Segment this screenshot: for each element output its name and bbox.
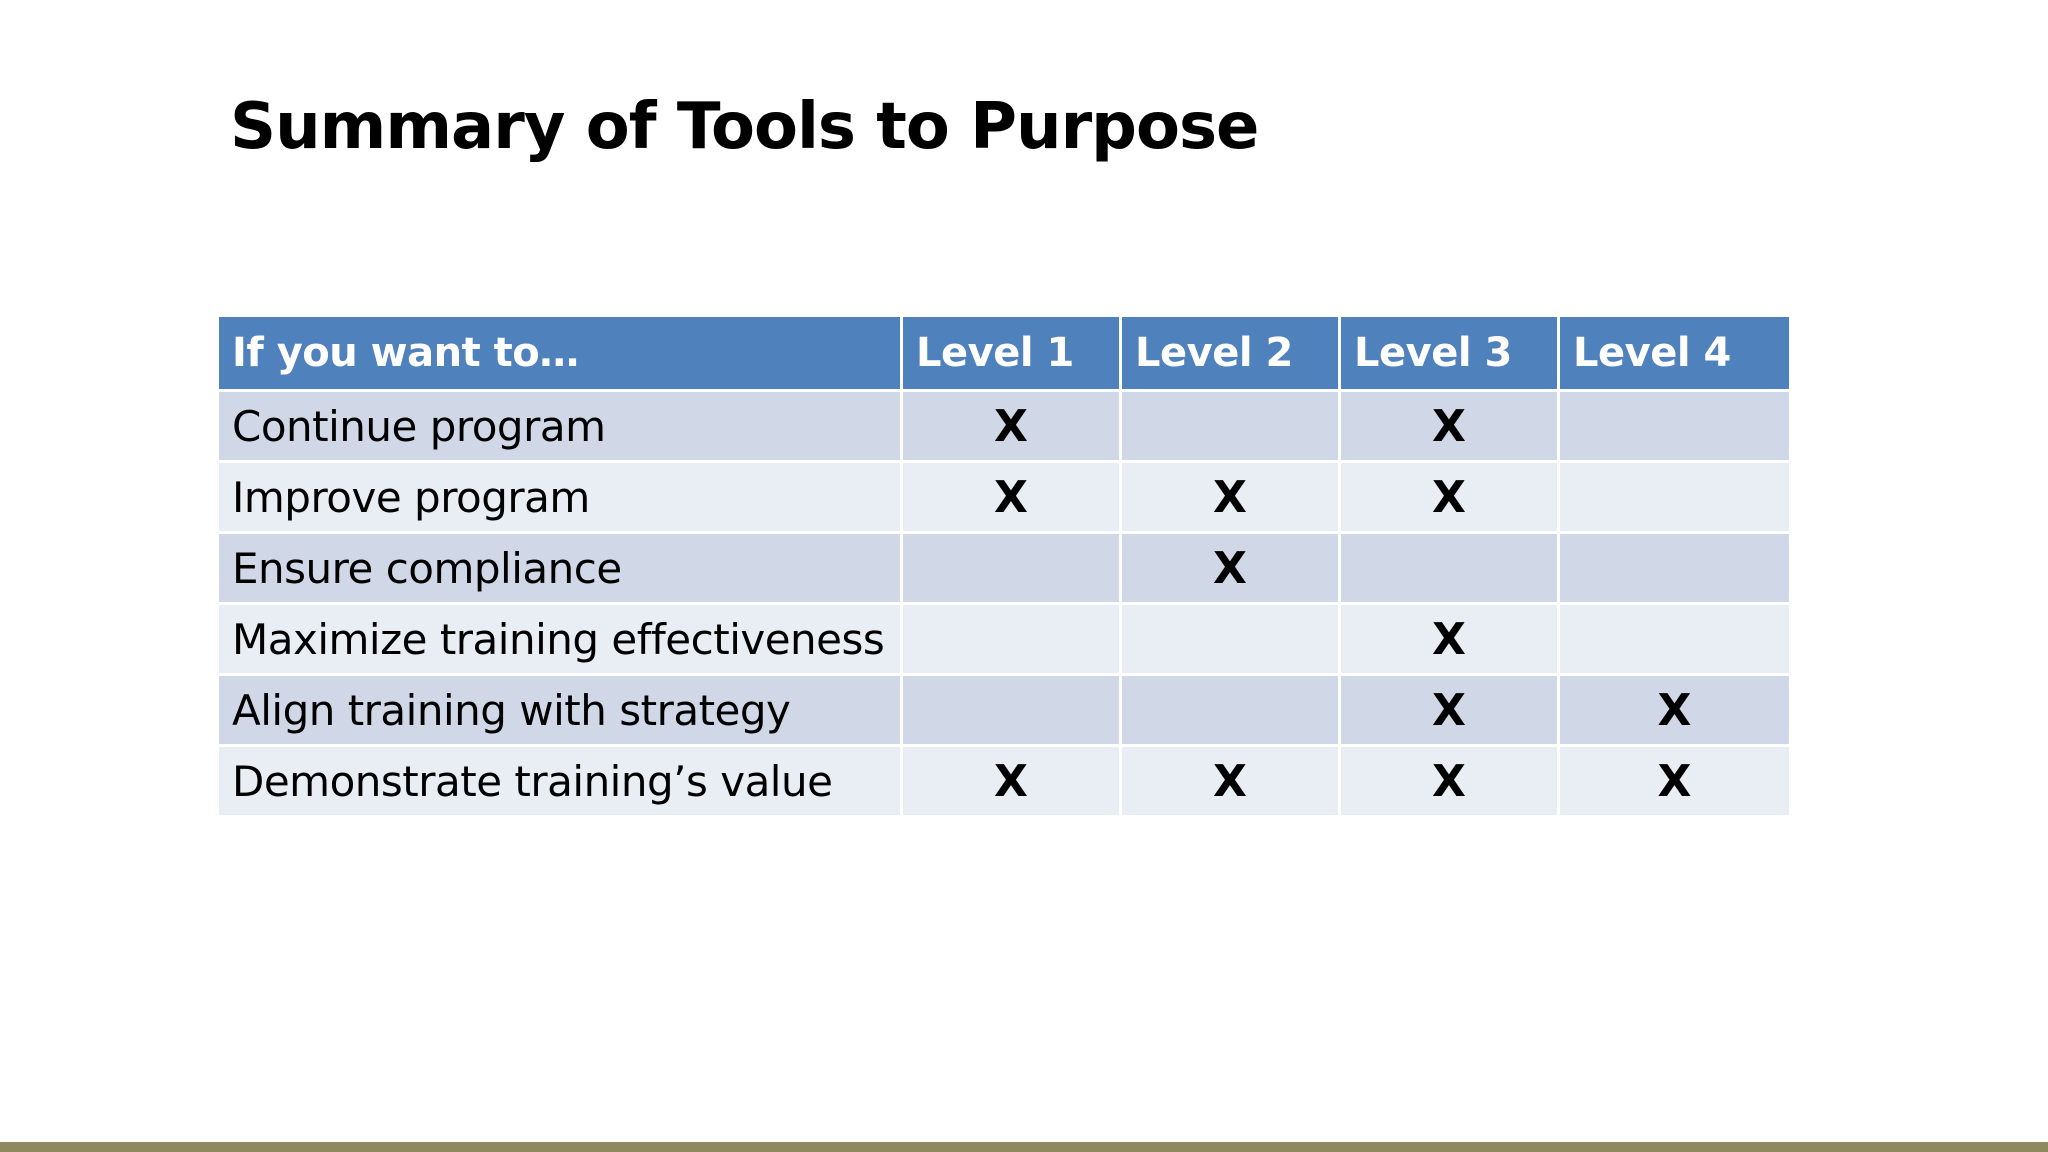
slide-title: Summary of Tools to Purpose (230, 90, 1259, 164)
level-2-mark: X (1121, 746, 1340, 817)
level-2-mark (1121, 391, 1340, 462)
level-1-mark (902, 604, 1121, 675)
level-2-mark: X (1121, 462, 1340, 533)
level-2-mark: X (1121, 533, 1340, 604)
row-purpose: Demonstrate training’s value (218, 746, 902, 817)
level-3-mark: X (1340, 391, 1559, 462)
level-1-mark (902, 675, 1121, 746)
level-3-mark: X (1340, 462, 1559, 533)
table-header-row (218, 316, 1791, 391)
level-4-mark (1559, 462, 1791, 533)
header-purpose: If you want to… (218, 316, 902, 391)
level-1-mark: X (902, 746, 1121, 817)
header-level-1: Level 1 (902, 316, 1121, 391)
level-3-mark: X (1340, 746, 1559, 817)
level-1-mark: X (902, 391, 1121, 462)
header-level-2: Level 2 (1121, 316, 1340, 391)
level-4-mark (1559, 604, 1791, 675)
level-4-mark (1559, 533, 1791, 604)
header-level-3: Level 3 (1340, 316, 1559, 391)
footer-bar (0, 1142, 2048, 1152)
level-1-mark: X (902, 462, 1121, 533)
level-2-mark (1121, 604, 1340, 675)
row-purpose: Ensure compliance (218, 533, 902, 604)
level-2-mark (1121, 675, 1340, 746)
level-3-mark: X (1340, 604, 1559, 675)
level-4-mark (1559, 391, 1791, 462)
row-purpose: Improve program (218, 462, 902, 533)
row-purpose: Continue program (218, 391, 902, 462)
table-row (218, 604, 1791, 675)
table-row (218, 746, 1791, 817)
level-1-mark (902, 533, 1121, 604)
table-row (218, 675, 1791, 746)
table-row (218, 462, 1791, 533)
row-purpose: Maximize training effectiveness (218, 604, 902, 675)
table-row (218, 533, 1791, 604)
level-3-mark: X (1340, 675, 1559, 746)
level-4-mark: X (1559, 675, 1791, 746)
summary-table (216, 314, 1792, 818)
table-row (218, 391, 1791, 462)
level-3-mark (1340, 533, 1559, 604)
row-purpose: Align training with strategy (218, 675, 902, 746)
level-4-mark: X (1559, 746, 1791, 817)
header-level-4: Level 4 (1559, 316, 1791, 391)
